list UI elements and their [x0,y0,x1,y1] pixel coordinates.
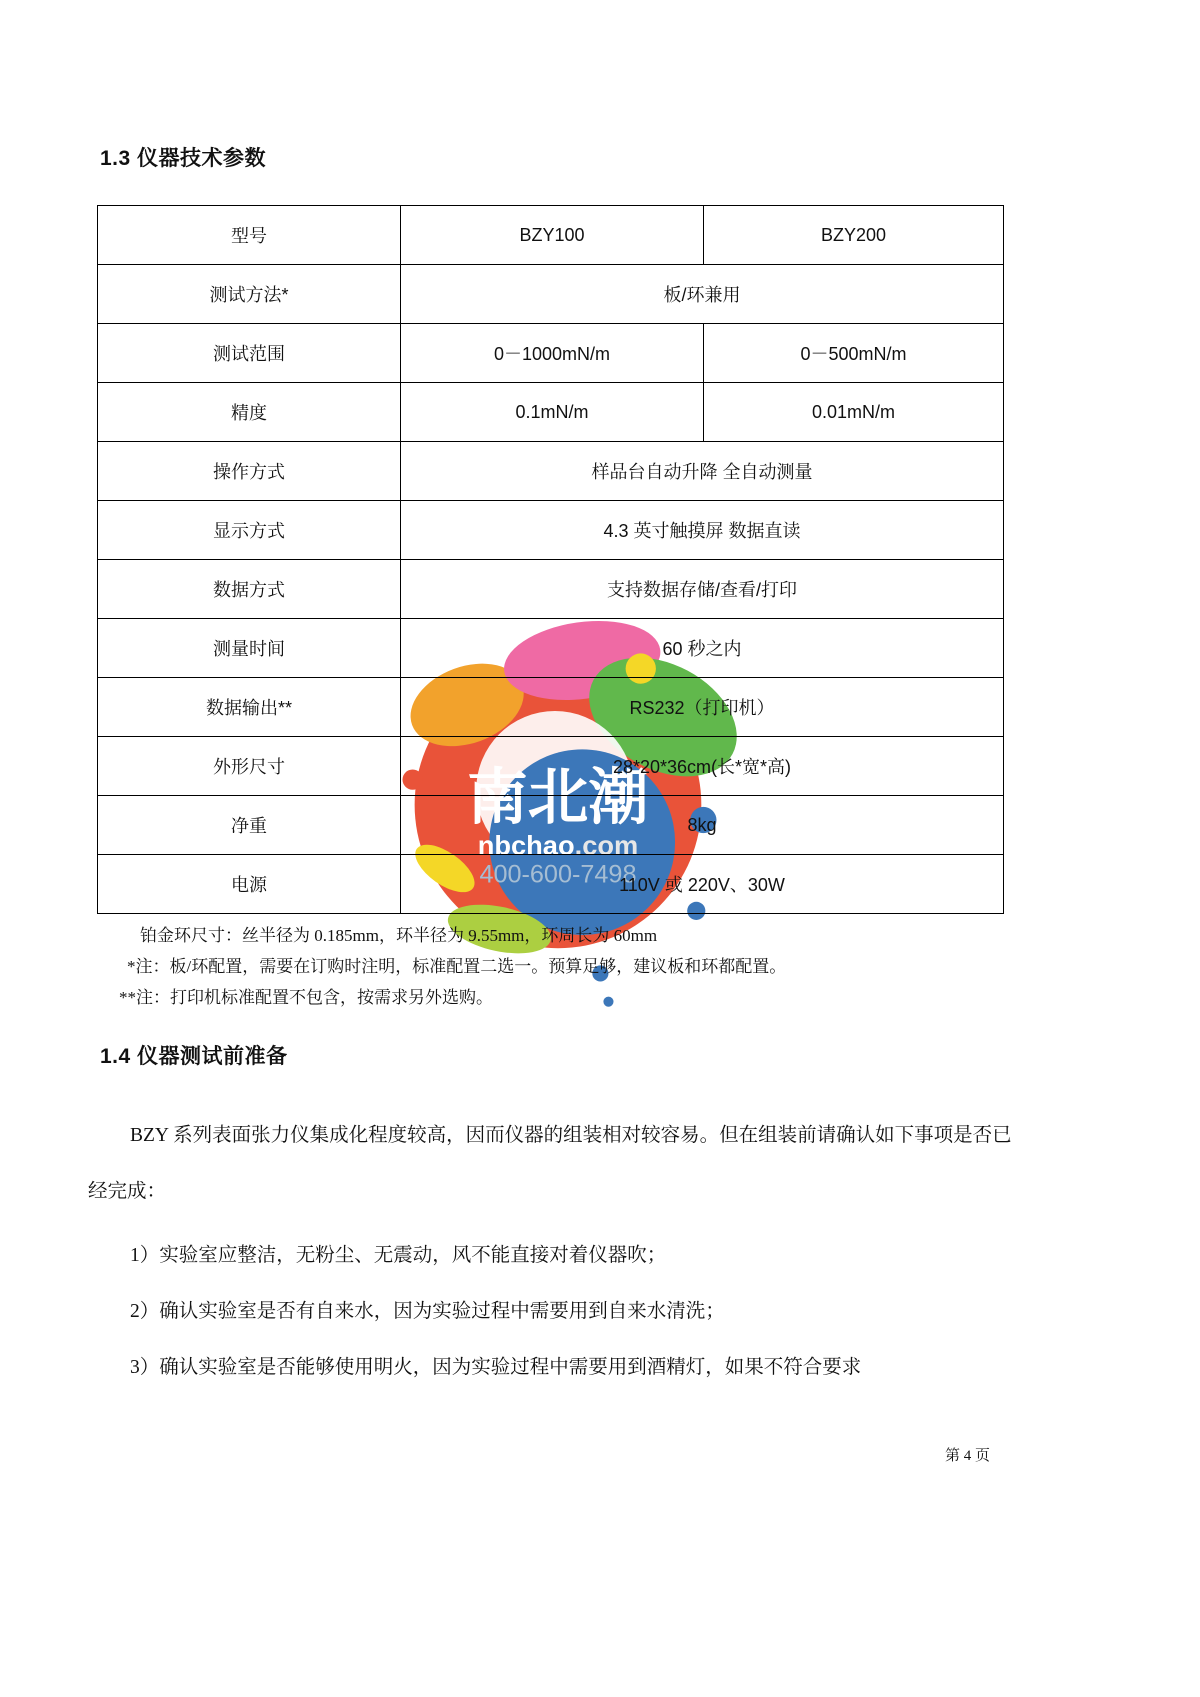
section-1-4-heading: 1.4 仪器测试前准备 [100,1045,288,1068]
note-ring-size: 铂金环尺寸：丝半径为 0.185mm，环半径为 9.55mm，环周长为 60mm [140,926,658,945]
watermark-phone-text: 400-600-7498 [479,860,637,889]
table-notes [97,920,786,1013]
spec-table [97,205,1004,914]
spec-label-cell: 测量时间 [98,619,401,678]
spec-value-cell: BZY100 [401,206,704,265]
spec-value-cell: 0.01mN/m [704,383,1004,442]
spec-label-cell: 测试方法* [98,265,401,324]
spec-value-cell: 110V 或 220V、30W [401,855,1004,914]
spec-label-cell: 显示方式 [98,501,401,560]
table-row [98,796,1004,855]
spec-value-cell: RS232（打印机） [401,678,1004,737]
spec-value-cell: 28*20*36cm(长*宽*高) [401,737,1004,796]
spec-label-cell: 外形尺寸 [98,737,401,796]
watermark-brand-text: 南北潮 [467,762,649,831]
spec-label-cell: 净重 [98,796,401,855]
table-row [98,678,1004,737]
table-row [98,501,1004,560]
list-item: 1）实验室应整洁，无粉尘、无震动，风不能直接对着仪器吹； [130,1245,667,1266]
spec-label-cell: 测试范围 [98,324,401,383]
spec-value-cell: 8kg [401,796,1004,855]
spec-value-cell: 支持数据存储/查看/打印 [401,560,1004,619]
table-row [98,855,1004,914]
intro-paragraph: BZY 系列表面张力仪集成化程度较高，因而仪器的组装相对较容易。但在组装前请确认如下事项是否已经完成： [88,1125,1012,1202]
table-row [98,383,1004,442]
note-config: *注：板/环配置，需要在订购时注明，标准配置二选一。预算足够，建议板和环都配置。 [127,957,787,976]
spec-table-wrapper [97,205,1004,914]
spec-value-cell: 板/环兼用 [401,265,1004,324]
spec-value-cell: 60 秒之内 [401,619,1004,678]
section-1-3-heading: 1.3 仪器技术参数 [100,147,267,170]
list-item: 2）确认实验室是否有自来水，因为实验过程中需要用到自来水清洗； [130,1301,725,1322]
spec-value-cell: 样品台自动升降 全自动测量 [401,442,1004,501]
spec-value-cell: 0－1000mN/m [401,324,704,383]
spec-value-cell: 0－500mN/m [704,324,1004,383]
table-row [98,560,1004,619]
watermark-site-text: nbchao.com [477,829,639,861]
table-row [98,265,1004,324]
spec-label-cell: 数据方式 [98,560,401,619]
spec-value-cell: BZY200 [704,206,1004,265]
page-number: 第 4 页 [944,1448,990,1464]
spec-label-cell: 数据输出** [98,678,401,737]
spec-label-cell: 精度 [98,383,401,442]
preparation-list [130,1228,861,1396]
spec-value-cell: 4.3 英寸触摸屏 数据直读 [401,501,1004,560]
table-row [98,442,1004,501]
table-row [98,206,1004,265]
spec-label-cell: 型号 [98,206,401,265]
table-row [98,737,1004,796]
table-row [98,619,1004,678]
spec-value-cell: 0.1mN/m [401,383,704,442]
spec-label-cell: 操作方式 [98,442,401,501]
spec-label-cell: 电源 [98,855,401,914]
list-item: 3）确认实验室是否能够使用明火，因为实验过程中需要用到酒精灯，如果不符合要求 [130,1357,862,1378]
note-printer: **注：打印机标准配置不包含，按需求另外选购。 [119,988,493,1007]
table-row [98,324,1004,383]
